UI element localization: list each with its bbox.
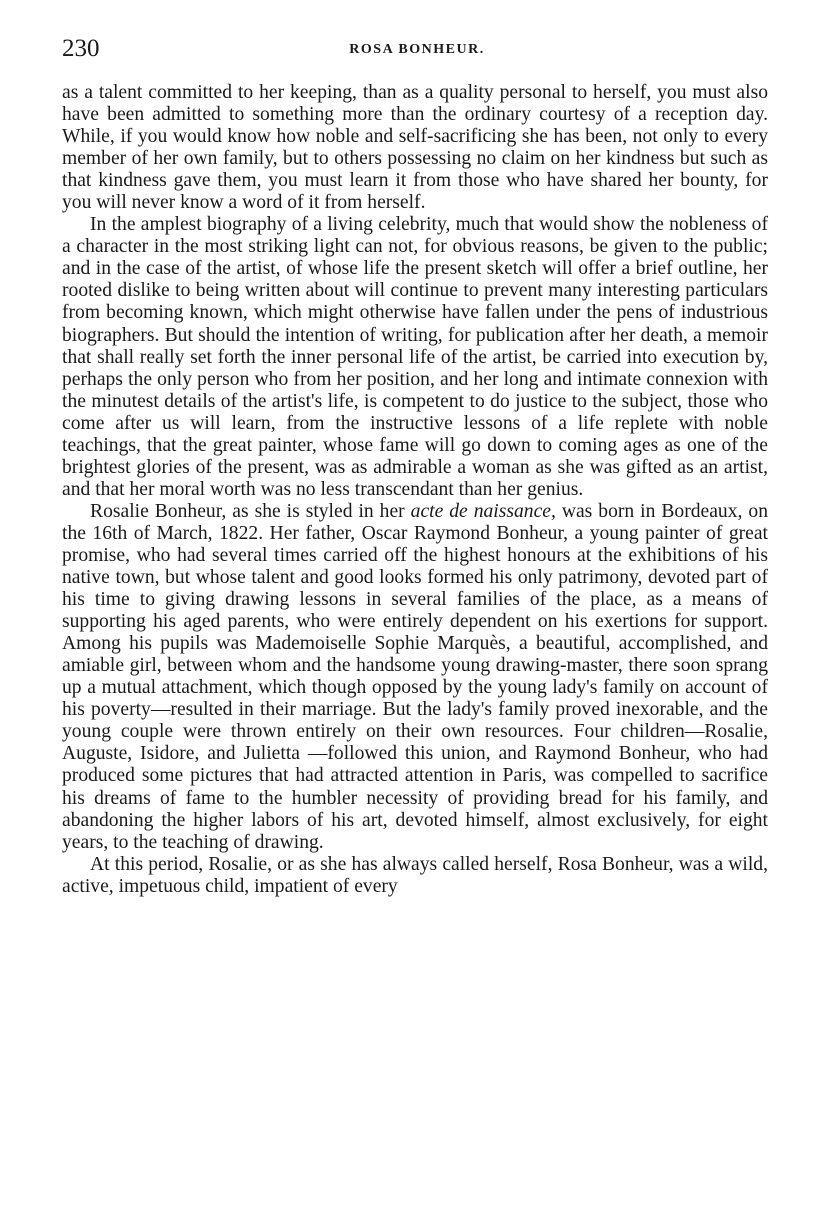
- paragraph-birth-rest: was born in Bordeaux, on the 16th of March, 1822. Her father, Oscar Raymond Bonheur, a young painter of great promise, who had several times carried off the highest honours at the exhibitions of his native town, but whose talent and good looks formed his only patrimony, devoted part of his time to giving drawing lessons in several families of the place, as a means of supporting his aged parents, who were entirely dependent on his exertions for support. Among his pupils was Mademoiselle Sophie Marquès, a beautiful, accomplished, and amiable girl, between whom and the handsome young drawing-master, there soon sprang up a mutual attachment, which though opposed by the young lady's family on account of his poverty—resulted in their marriage. But the lady's family proved inexorable, and the young couple were thrown entirely on their own resources. Four children—Rosalie, Auguste, Isidore, and Julietta —followed this union, and Raymond Bonheur, who had produced some pictures that had attracted attention in Paris, was compelled to sacrifice his dreams of fame to the humbler necessity of providing bread for his family, and abandoning the higher labors of his art, devoted himself, almost exclusively, for eight years, to the teaching of drawing.: [62, 500, 768, 853]
- page-number: 230: [62, 35, 100, 62]
- page-header: [62, 34, 772, 64]
- paragraph-birth-start: Rosalie Bonheur, as she is styled in her: [90, 500, 411, 522]
- paragraph-biography: In the amplest biography of a living celebrity, much that would show the nobleness of a character in the most striking light can not, for obvious reasons, be given to the public; and in the case of the artist, of whose life the present sketch will offer a brief outline, her rooted dislike to being written about will continue to prevent many interesting particulars from becoming known, which might otherwise have fallen under the pens of industrious biographers. But should the intention of writing, for publication after her death, a memoir that shall really set forth the inner personal life of the artist, be carried into execution by, perhaps the only person who from her position, and her long and intimate connexion with the minutest details of the artist's life, is competent to do justice to the subject, those who come after us will learn, from the instructive lessons of a life replete with noble teachings, that the great painter, whose fame will go down to coming ages as one of the brightest glories of the present, was as admirable a woman as she was gifted as an artist, and that her moral worth was no less transcendant than her genius.: [62, 214, 768, 500]
- running-title: ROSA BONHEUR.: [349, 42, 485, 57]
- italic-phrase: acte de naissance,: [410, 500, 556, 522]
- paragraph-continued: as a talent committed to her keeping, than as a quality personal to herself, you must also have been admitted to something more than the ordinary courtesy of a reception day. While, if you would know how noble and self-sacrificing she has been, not only to every member of her own family, but to others possessing no claim on her kindness but such as that kindness gave them, you must learn it from those who have shared her bounty, for you will never know a word of it from herself.: [62, 82, 768, 214]
- paragraph-childhood: At this period, Rosalie, or as she has always called herself, Rosa Bonheur, was a wild, active, impetuous child, impatient of every: [62, 853, 768, 897]
- body-text: [62, 82, 768, 898]
- paragraph-birth: [62, 501, 768, 854]
